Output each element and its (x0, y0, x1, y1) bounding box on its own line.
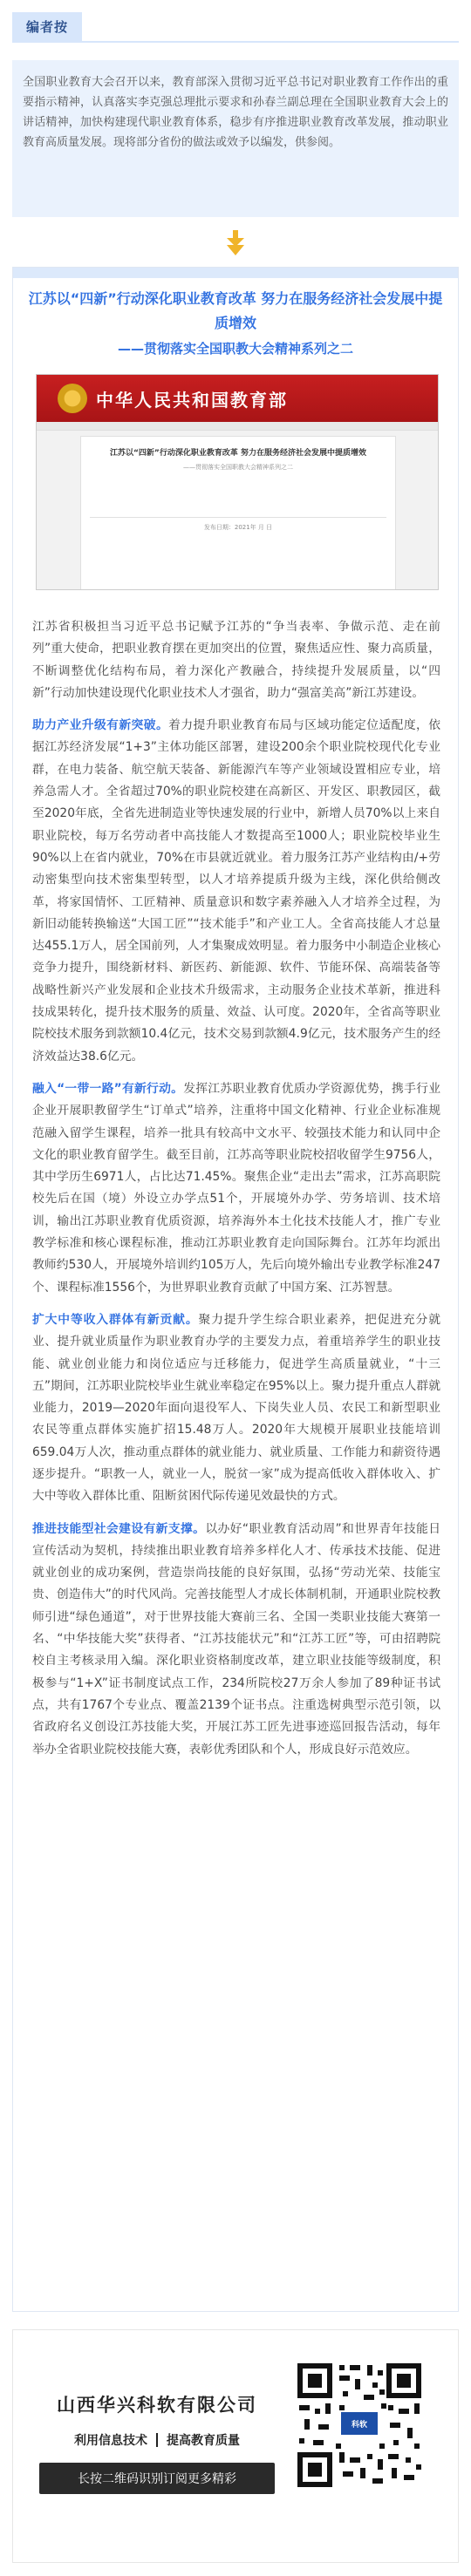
preview-divider (90, 517, 386, 518)
paragraph-lead: 扩大中等收入群体有新贡献。 (32, 1312, 199, 1327)
qr-code[interactable] (294, 2360, 425, 2491)
article-paragraph (32, 1078, 440, 1299)
ministry-site-header (37, 375, 438, 422)
article-body (32, 616, 440, 1771)
article-header (13, 278, 458, 360)
company-info (39, 2391, 275, 2494)
scan-qr-prompt: 长按二维码识别订阅更多精彩 (39, 2463, 275, 2494)
article-subtitle: ——贯彻落实全国职教大会精神系列之二 (117, 341, 353, 357)
editor-note-divider (12, 41, 459, 43)
national-emblem-icon (58, 384, 87, 413)
paragraph-text: 着力提升职业教育布局与区域功能定位适配度，依据江苏经济发展“1+3”主体功能区部署，建设200余个职业院校现代化专业群，在电力装备、航空航天装备、新能源汽车等产业领域设置相应专业，培养急需人才。全省超过70%的职业院校建在高新区、开发区、职教园区，截至2020年底，全省先进制造业等快速发展的行业中，新增人员70%以上来自职业院校，每万名劳动者中高技能人才数提高至1000人；职业院校毕业生90%以上在省内就业，70%在市县就近就业。着力服务江苏产业结构由/+劳动密集型向技术密集型转型，以人才培养提质升级为主线，深化供给侧改革，将家国情怀、工匠精神、质量意识和数字素养融入人才培养全过程，为新旧动能转换输送“大国工匠”“技术能手”和产业工人。全省高技能人才总量达455.1万人，居全国前列，人才集聚成效明显。着力服务中小制造企业核心竞争力提升，围绕新材料、新医药、新能源、软件、节能环保、高端装备等战略性新兴产业发展和企业技术升级需求，主动服务企业技术革新，推进科技成果转化，提升技术服务的质量、效益、认可度。2020年，全省高等职业院校技术服务到款额10.4亿元，技术交易到款额4.9亿元，技术服务产生的经济效益达38.6亿元。 (32, 718, 441, 1064)
company-footer (12, 2329, 459, 2563)
ministry-site-nav (37, 422, 438, 431)
slogan-row (39, 2431, 275, 2449)
card-top-bar (13, 268, 458, 278)
preview-title: 江苏以“四新”行动深化职业教育改革 努力在服务经济社会发展中提质增效 (110, 449, 366, 458)
article-paragraph (32, 616, 440, 704)
article-paragraph (32, 1309, 440, 1508)
editor-note-text: 全国职业教育大会召开以来，教育部深入贯彻习近平总书记对职业教育工作作出的重要指示精神，认真落实李克强总理批示要求和孙春兰副总理在全国职业教育大会上的讲话精神，加快构建现代职业教育体系，稳步有序推进职业教育改革发展，推动职业教育高质量发展。现将部分省份的做法或效予以编发，供参阅。 (12, 60, 459, 217)
editor-note-tab: 编者按 (12, 12, 82, 41)
paragraph-lead: 推进技能型社会建设有新支撑。 (32, 1521, 206, 1536)
slogan-right: 提高教育质量 (167, 2434, 240, 2448)
ministry-site-title: 中华人民共和国教育部 (96, 389, 288, 411)
paragraph-text: 聚力提升学生综合职业素养，把促进充分就业、提升就业质量作为职业教育办学的主要发力点，着重培养学生的职业技能、就业创业能力和岗位适应与迁移能力，促进学生高质量就业，“十三五”期间，江苏职业院校毕业生就业率稳定在95%以上。聚力提升重点人群就业能力，2019—2020年面向退役军人、下岗失业人员、农民工和新型职业农民等重点群体实施扩招15.48万人。2020年大规模开展职业技能培训659.04万人次，推动重点群体的就业能力、就业质量、工作能力和薪资待遇逐步提升。“职教一人，就业一人，脱贫一家”成为提高低收入群体收入、扩大中等收入群体比重、阻断贫困代际传递见效最快的方式。 (32, 1312, 441, 1504)
preview-date: 发布日期：2021年 月 日 (203, 524, 273, 531)
paragraph-lead: 融入“一带一路”有新行动。 (32, 1081, 184, 1096)
article-paragraph (32, 1519, 440, 1761)
company-name: 山西华兴科软有限公司 (57, 2394, 257, 2416)
ministry-website-screenshot (36, 374, 439, 590)
article-title: 江苏以“四新”行动深化职业教育改革 努力在服务经济社会发展中提质增效 (28, 290, 443, 331)
editor-note (12, 12, 459, 217)
article-card (12, 267, 459, 2312)
ministry-article-preview (80, 436, 396, 590)
paragraph-text: 以办好“职业教育活动周”和世界青年技能日宣传活动为契机，持续推出职业教育培养多样化人才、传承技术技能、促进就业创业的成功案例，营造崇尚技能的良好氛围，弘扬“劳动光荣、技能宝贵、创造伟大”的时代风尚。完善技能型人才成长体制机制，开通职业院校教师引进“绿色通道”，对于世界技能大赛前三名、全国一类职业技能大赛第一名、“中华技能大奖”获得者、“江苏技能状元”和“江苏工匠”等，可由招聘院校自主考核录用入编。深化职业资格制度改革，建立职业技能等级制度，积极参与“1+X”证书制度试点工作，234所院校27万余人参加了89种证书试点，共有1767个专业点、覆盖2139个证书点。注重选树典型示范引领，以省政府名义创设江苏技能大奖，开展江苏工匠先进事迹巡回报告活动，每年举办全省职业院校技能大赛，表彰优秀团队和个人，形成良好示范效应。 (32, 1521, 441, 1757)
paragraph-lead: 助力产业升级有新突破。 (32, 718, 169, 733)
preview-subtitle: ——贯彻落实全国职教大会精神系列之二 (183, 464, 293, 471)
slogan-left: 利用信息技术 (74, 2434, 147, 2448)
double-chevron-down-icon (222, 229, 249, 257)
paragraph-text: 江苏省积极担当习近平总书记赋予江苏的“争当表率、争做示范、走在前列”重大使命，把职业教育摆在更加突出的位置，聚焦适应性、聚力高质量，不断调整优化结构布局，着力深化产教融合，持续提升发展质量，以“四新”行动加快建设现代化职业技术人才强省，助力“强富美高”新江苏建设。 (32, 620, 440, 700)
qr-logo-badge: 科软 (339, 2410, 379, 2437)
paragraph-text: 发挥江苏职业教育优质办学资源优势，携手行业企业开展职教留学生“订单式”培养，注重将中国文化精神、行业企业标准规范融入留学生课程，培养一批具有较高中文水平、较强技术能力和认同中企文化的职业教育留学生。截至目前，江苏高等职业院校招收留学生9756人，其中学历生6971人，占比达71.45%。聚焦企业“走出去”需求，江苏高职院校先后在国（境）外设立办学点51个，开展境外办学、劳务培训、技术培训，输出江苏职业教育优质资源，培养海外本土化技术技能人才，推广专业教学标准和核心课程标准，推动江苏职业教育走向国际舞台。江苏年均派出教师约530人，开展境外培训约105万人，先后向境外输出专业教学标准247个、课程标准1556个，为世界职业教育贡献了中国方案、江苏智慧。 (32, 1081, 441, 1295)
article-paragraph (32, 715, 440, 1068)
